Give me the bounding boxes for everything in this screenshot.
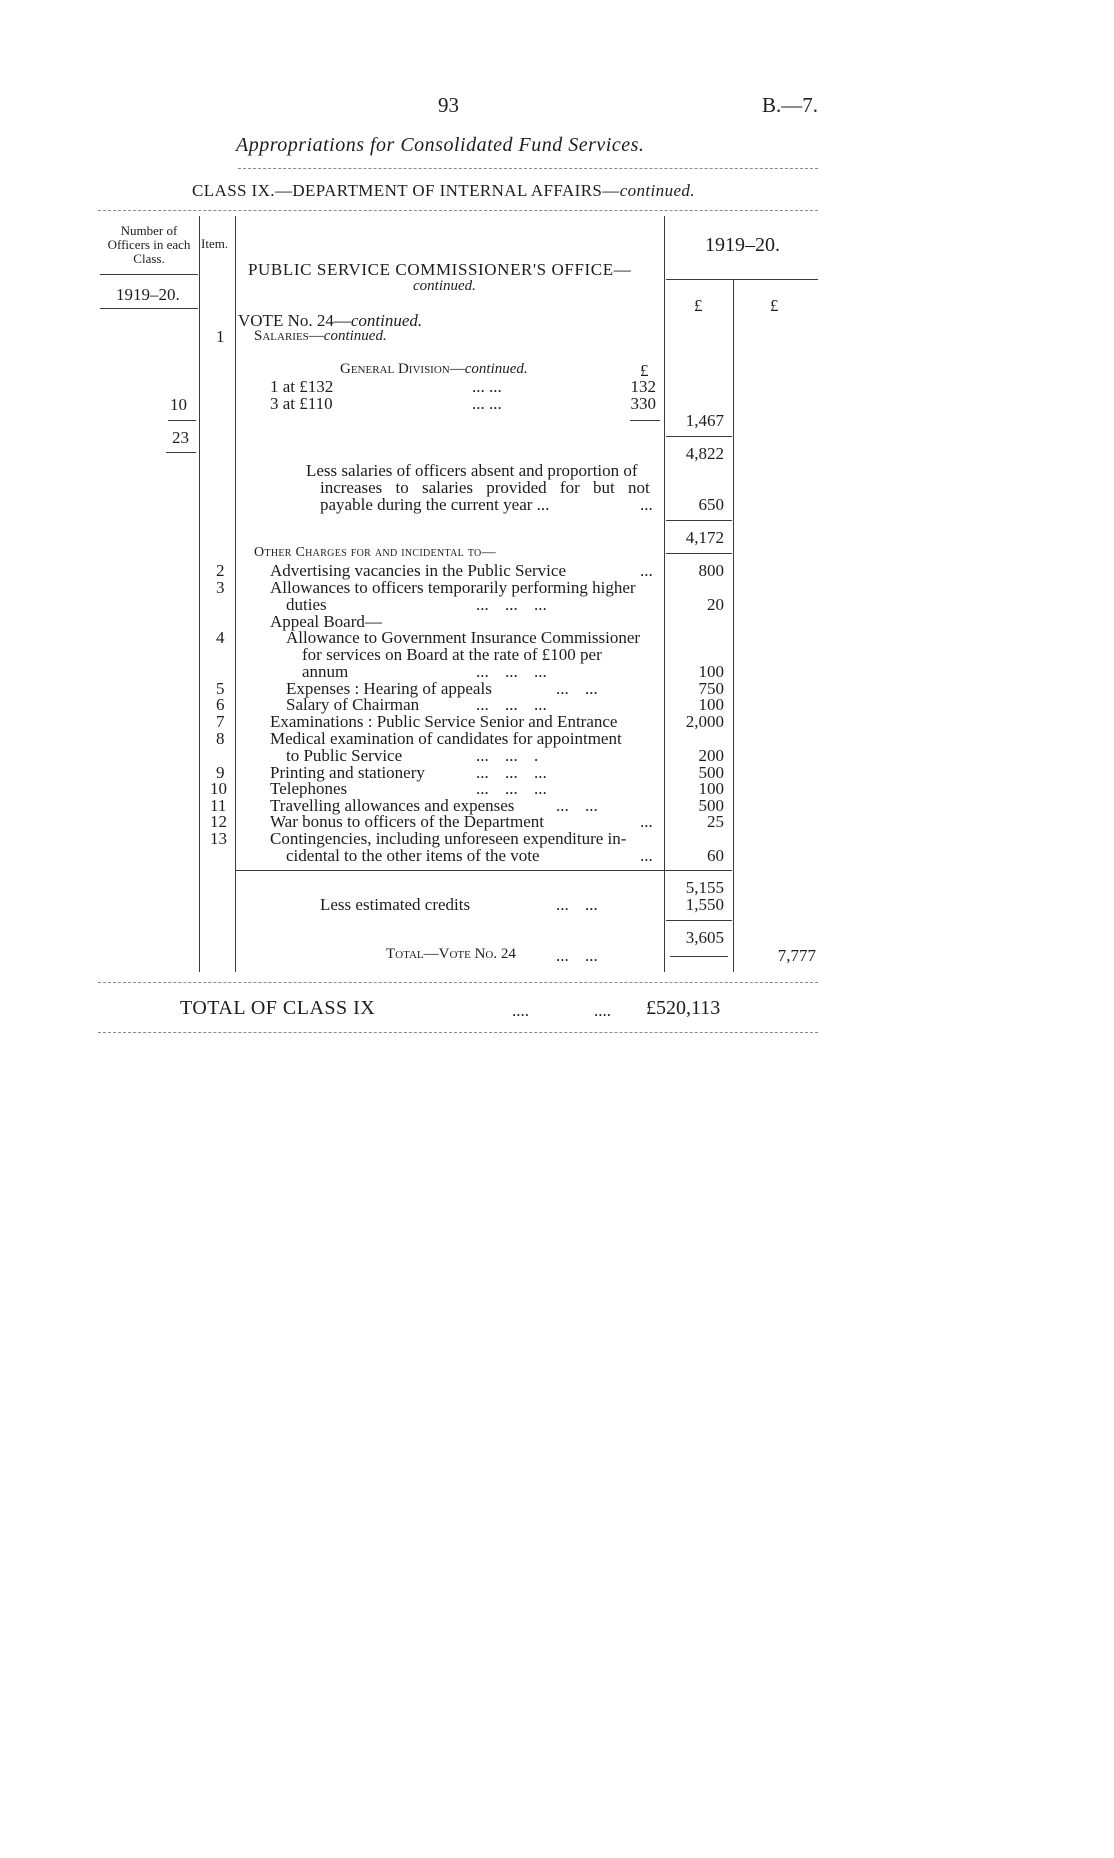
charge-item-text: Expenses : Hearing of appeals	[286, 679, 492, 698]
charge-item-dots: ... ... ...	[476, 595, 547, 614]
document-reference: B.—7.	[762, 93, 819, 117]
officers-count: 10	[170, 395, 187, 414]
charge-item-dots: ... ... ...	[476, 763, 547, 782]
salaries-label-continued: continued.	[323, 328, 387, 344]
year-left-header: 1919–20.	[116, 285, 180, 304]
vote-total-amount: 7,777	[777, 946, 816, 965]
less-salaries-line2: increases to salaries provided for but not	[320, 478, 650, 497]
salaries-label	[254, 328, 387, 345]
general-division-heading-continued: continued.	[464, 361, 528, 377]
charge-item-text: Printing and stationery	[270, 763, 425, 782]
charge-item-text: Salary of Chairman	[286, 695, 420, 714]
officers-year-rule	[100, 308, 198, 309]
vote-total-label: Total—Vote No. 24	[386, 946, 516, 962]
charge-item-text: Allowances to officers temporarily performing higher	[270, 578, 636, 597]
charges-net: 3,605	[685, 928, 724, 947]
general-division-total: 4,822	[685, 444, 724, 463]
vote-label-main: VOTE No. 24—	[238, 311, 351, 330]
vote-label-continued: continued.	[350, 311, 423, 330]
charge-item-text: Examinations : Public Service Senior and Entrance	[270, 712, 618, 731]
charge-item-dots: ...	[640, 812, 653, 831]
charge-item-text: Telephones	[270, 779, 348, 798]
general-division-pound: £	[640, 361, 649, 380]
charge-item-text: Contingencies, including unforeseen expenditure in-	[270, 829, 627, 848]
net-salaries-rule	[666, 520, 732, 521]
vote-item-number: 1	[216, 327, 225, 346]
office-title-continued: continued.	[413, 278, 476, 294]
charge-item-amount: 20	[707, 595, 724, 614]
charges-sum-rule	[235, 870, 732, 871]
charge-item-amount: 100	[698, 695, 724, 714]
class-heading-continued: continued.	[619, 181, 695, 200]
col-divider-officers-item	[199, 216, 200, 972]
charge-item-dots: ... ... ...	[476, 695, 547, 714]
charge-item-number: 12	[210, 812, 227, 831]
charge-group-label: Appeal Board—	[270, 612, 382, 631]
charge-item-number: 6	[216, 695, 225, 714]
class-total-label: TOTAL OF CLASS IX	[180, 997, 376, 1019]
pound-column-2: £	[770, 296, 779, 315]
page-title: Appropriations for Consolidated Fund Services.	[236, 134, 645, 156]
charge-item-number: 7	[216, 712, 225, 731]
charge-item-amount: 100	[698, 662, 724, 681]
year-right-header: 1919–20.	[705, 234, 780, 256]
charge-item-dots: ... ...	[556, 796, 598, 815]
net-salaries: 4,172	[685, 528, 724, 547]
salary-row-label: 1 at £132	[270, 377, 334, 396]
charge-item-number: 5	[216, 679, 225, 698]
col-divider-text-amount	[664, 216, 665, 972]
class-total-dots: ....	[512, 1001, 529, 1020]
col-divider-item-text	[235, 216, 236, 972]
subtotal-rule	[666, 436, 732, 437]
charge-item-text: Medical examination of candidates for appointment	[270, 729, 622, 748]
charge-item-amount: 100	[698, 779, 724, 798]
charge-item-amount: 25	[707, 812, 724, 831]
charge-item-text: War bonus to officers of the Department	[270, 812, 545, 831]
charge-item-text: Advertising vacancies in the Public Service	[270, 561, 566, 580]
charge-item-dots: ... ... .	[476, 746, 539, 765]
officers-total-rule	[166, 452, 196, 453]
charge-item-number: 10	[210, 779, 227, 798]
charge-item-dots: ... ...	[556, 679, 598, 698]
charge-item-amount: 200	[698, 746, 724, 765]
charge-item-number: 3	[216, 578, 225, 597]
charge-item-number: 9	[216, 763, 225, 782]
charges-subtotal: 5,155	[685, 878, 724, 897]
charge-item-dots: ...	[640, 561, 653, 580]
charge-item-amount: 2,000	[685, 712, 724, 731]
charge-item-text: cidental to the other items of the vote	[286, 846, 540, 865]
salary-row-dots: ... ...	[472, 394, 502, 413]
class-heading	[192, 181, 695, 201]
class-total-top-rule	[98, 982, 818, 983]
less-credits-dots: ... ...	[556, 895, 598, 914]
office-title: PUBLIC SERVICE COMMISSIONER'S OFFICE—	[248, 260, 632, 279]
charge-item-number: 8	[216, 729, 225, 748]
charge-item-text: for services on Board at the rate of £100 per	[302, 645, 602, 664]
charge-item-amount: 800	[698, 561, 724, 580]
salary-sum-rule	[630, 420, 660, 421]
class-total-amount: £520,113	[646, 997, 721, 1019]
class-heading-main: CLASS IX.—DEPARTMENT OF INTERNAL AFFAIRS—	[192, 181, 620, 200]
salaries-label-main: Salaries—	[254, 328, 324, 344]
charge-item-text: annum	[302, 662, 349, 681]
salary-row-dots: ... ...	[472, 377, 502, 396]
other-charges-heading: Other Charges for and incidental to—	[254, 545, 496, 560]
charge-item-text: Travelling allowances and expenses	[270, 796, 515, 815]
pound-column-1: £	[694, 296, 703, 315]
officers-column-header: Number of Officers in each Class.	[107, 223, 191, 266]
charge-item-amount: 60	[707, 846, 724, 865]
less-credits-amount: 1,550	[685, 895, 724, 914]
charge-item-dots: ...	[640, 846, 653, 865]
charge-item-dots: ... ... ...	[476, 779, 547, 798]
title-rule	[238, 168, 818, 169]
charge-item-number: 2	[216, 561, 225, 580]
less-salaries-amount: 650	[698, 495, 724, 514]
charge-item-number: 11	[210, 796, 227, 815]
year-right-rule	[666, 279, 818, 280]
charge-item-dots: ... ... ...	[476, 662, 547, 681]
page-number: 93	[438, 93, 459, 117]
charge-item-amount: 500	[698, 796, 724, 815]
salary-row-label: 3 at £110	[270, 394, 333, 413]
less-credits-label: Less estimated credits	[320, 895, 471, 914]
charge-item-amount: 750	[698, 679, 724, 698]
less-salaries-dots: ...	[640, 495, 653, 514]
officers-sum-rule	[168, 420, 196, 421]
charge-item-text: to Public Service	[286, 746, 403, 765]
vote-total-dots: ... ...	[556, 946, 598, 965]
salary-row-amount: 330	[630, 394, 656, 413]
charge-item-text: Allowance to Government Insurance Commissioner	[286, 628, 641, 647]
net-salaries-underrule	[666, 553, 732, 554]
less-salaries-line3: payable during the current year ...	[320, 495, 550, 514]
table-top-rule	[98, 210, 818, 211]
item-column-header: Item.	[201, 236, 229, 251]
charge-item-amount: 500	[698, 763, 724, 782]
less-salaries-line1: Less salaries of officers absent and proportion of	[306, 461, 638, 480]
officers-header-rule	[100, 274, 198, 275]
charges-net-rule	[666, 920, 732, 921]
charge-item-number: 13	[210, 829, 227, 848]
class-total-bottom-rule	[98, 1032, 818, 1033]
general-division-subtotal: 1,467	[685, 411, 724, 430]
vote-total-rule	[670, 956, 728, 957]
general-division-heading	[340, 361, 528, 378]
col-divider-amount-total	[733, 280, 734, 972]
charge-item-text: duties	[286, 595, 327, 614]
officers-total: 23	[172, 428, 189, 447]
charge-item-number: 4	[216, 628, 225, 647]
general-division-heading-main: General Division—	[340, 361, 465, 377]
class-total-dots: ....	[594, 1001, 611, 1020]
salary-row-amount: 132	[630, 377, 656, 396]
